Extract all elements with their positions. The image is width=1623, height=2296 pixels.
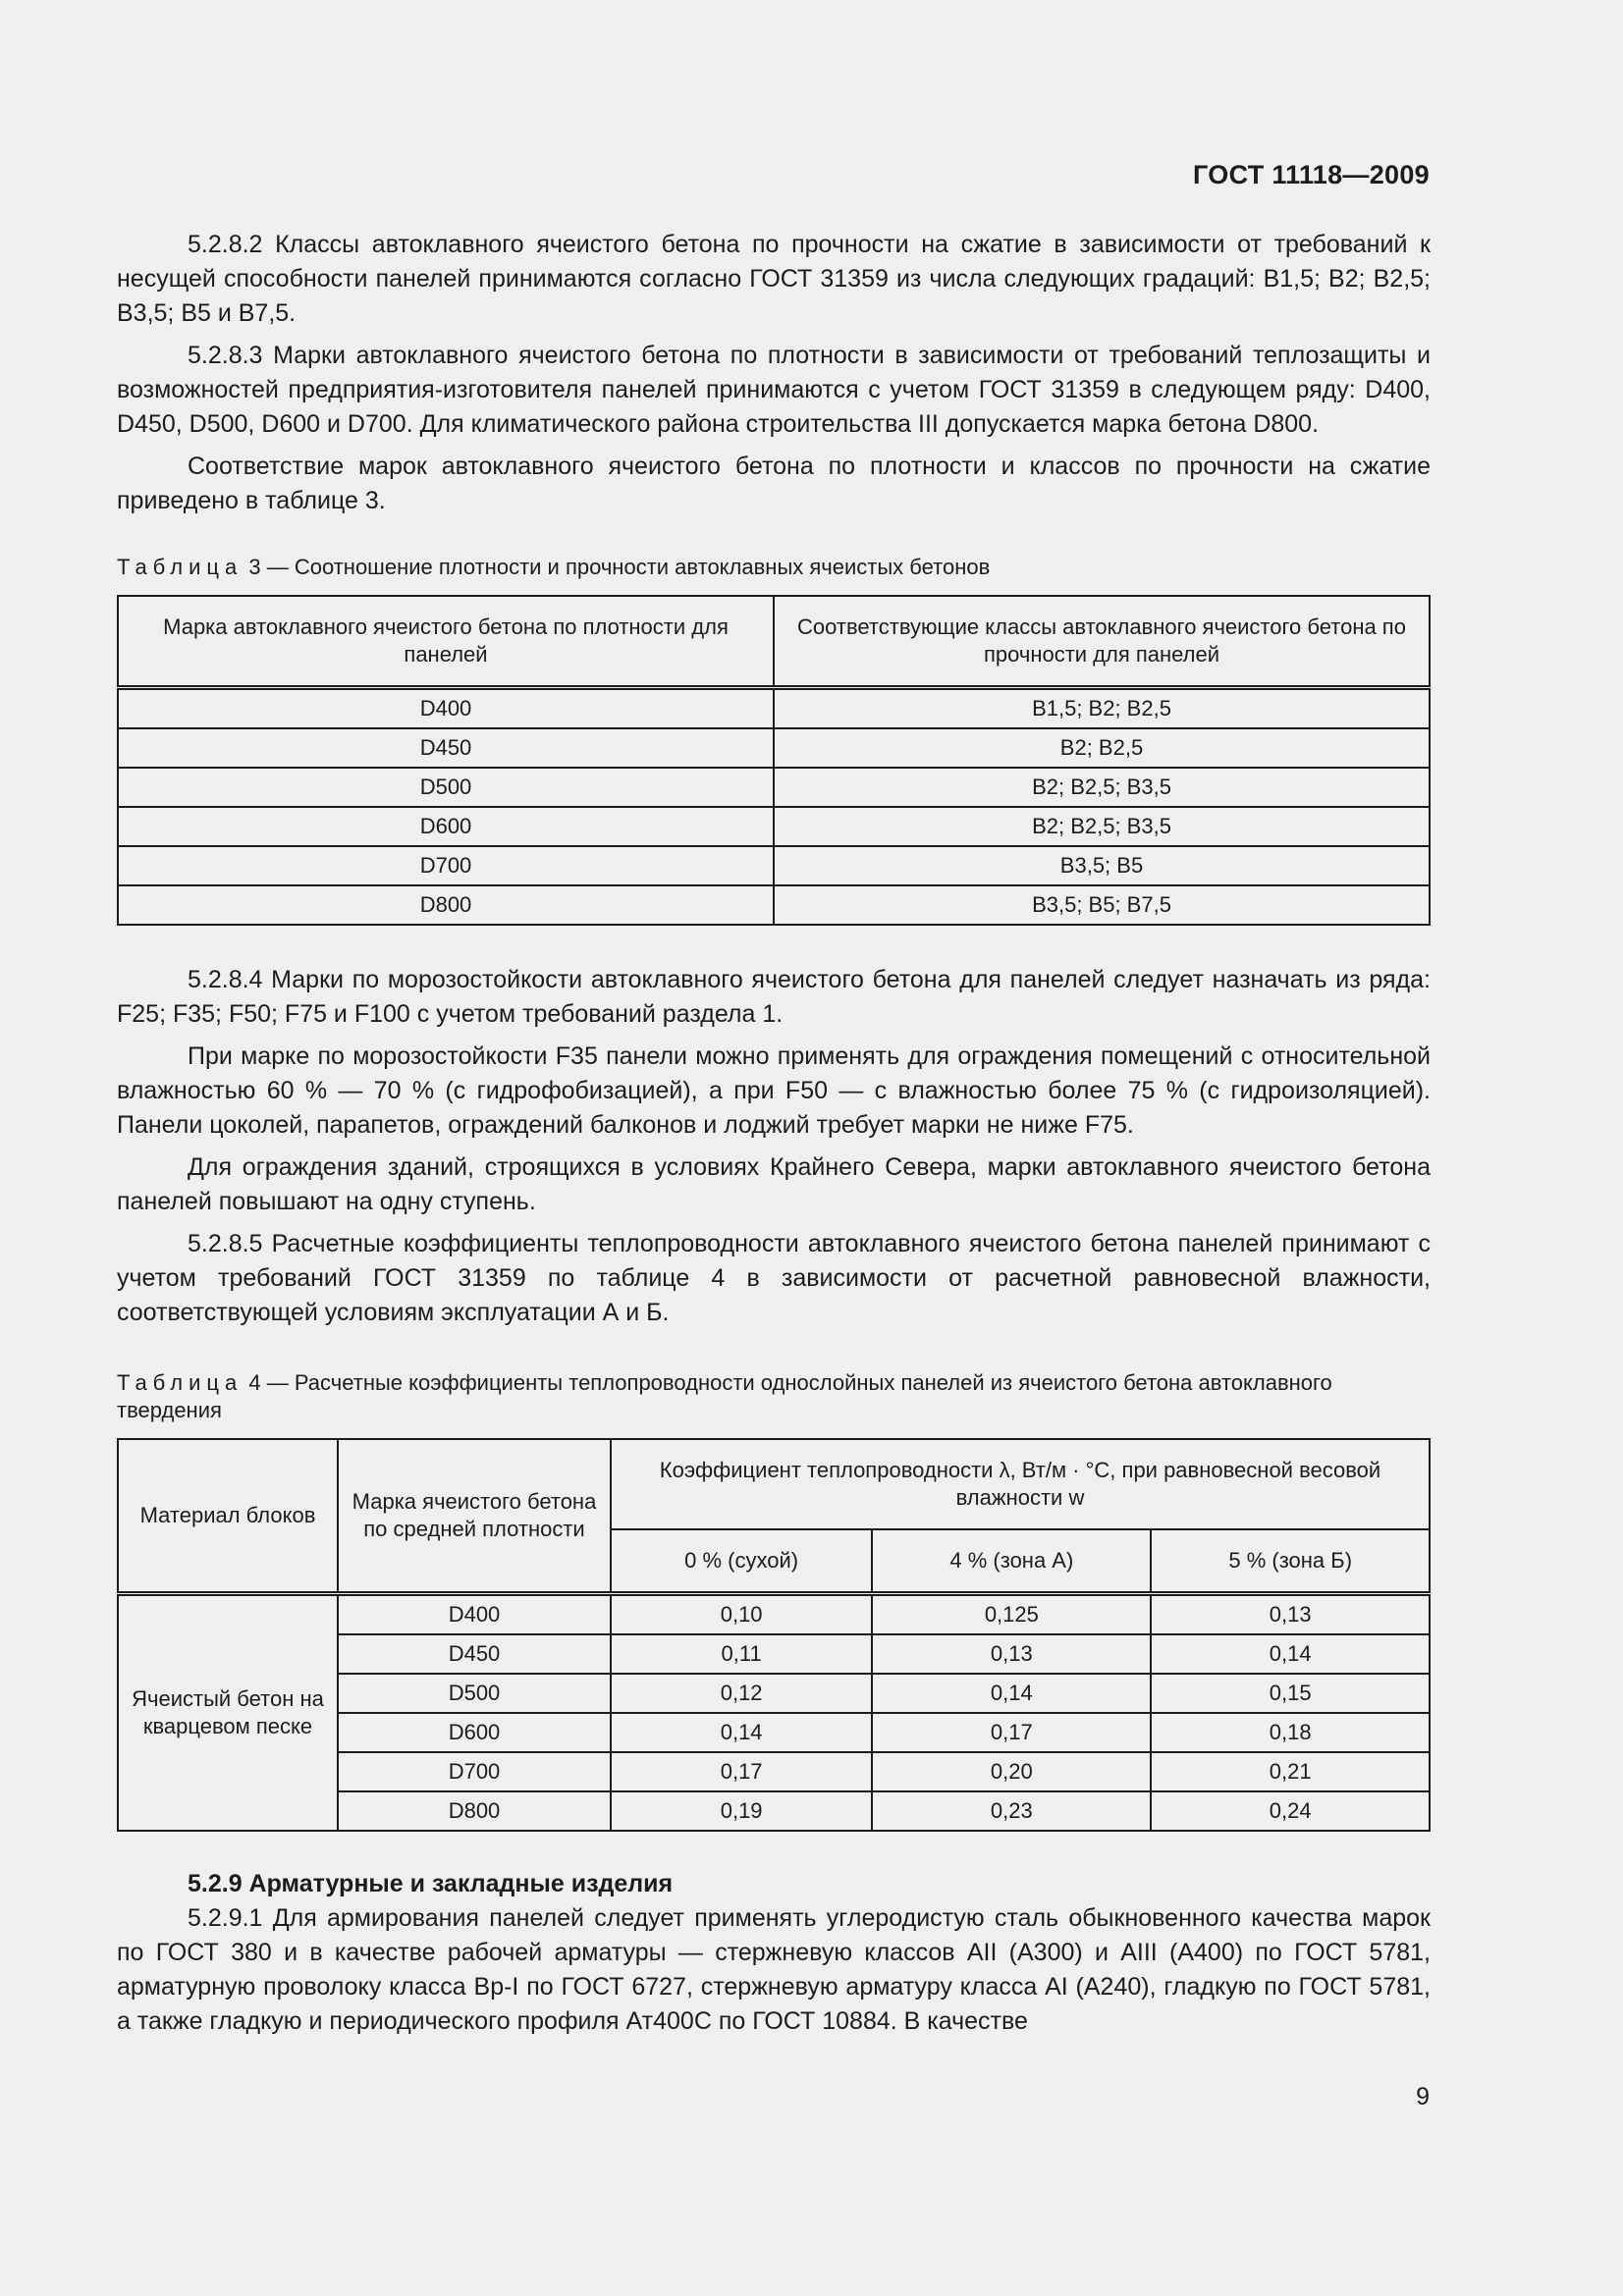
table3-header-strength: Соответствующие классы автоклавного ячеистого бетона по прочности для панелей <box>774 596 1430 688</box>
table-cell: D600 <box>338 1713 611 1752</box>
paragraph-5-2-8-4: 5.2.8.4 Марки по морозостойкости автоклавного ячеистого бетона для панелей следует назначать из ряда: F25; F35; F50; F75 и F100 с учетом требований раздела 1. <box>117 966 1431 1028</box>
table-cell: В2; В2,5; В3,5 <box>774 768 1430 807</box>
table-cell: 0,12 <box>611 1674 872 1713</box>
table-4 <box>117 1438 1431 1832</box>
table-cell: D500 <box>338 1674 611 1713</box>
table4-material-cell: Ячеистый бетон на кварцевом песке <box>118 1594 338 1832</box>
table-cell: 0,20 <box>872 1752 1151 1791</box>
table-cell: D450 <box>118 728 774 768</box>
paragraph-5-2-8-2: 5.2.8.2 Классы автоклавного ячеистого бетона по прочности на сжатие в зависимости от требований к несущей способности панелей принимаются согласно ГОСТ 31359 из числа следующих градаций: В1,5; В2; В2,5; В3,5; В5 и В7,5. <box>117 231 1431 327</box>
table-cell: 0,14 <box>1151 1634 1430 1674</box>
table4-header-coef: Коэффициент теплопроводности λ, Вт/м · °С, при равновесной весовой влажности w <box>611 1439 1430 1529</box>
table4-subheader-zone-a: 4 % (зона А) <box>872 1529 1151 1594</box>
table3-header-density: Марка автоклавного ячеистого бетона по плотности для панелей <box>118 596 774 688</box>
table-row <box>118 885 1430 925</box>
table-row <box>118 688 1430 729</box>
table3-caption <box>117 554 1431 581</box>
paragraph-frost: При марке по морозостойкости F35 панели можно применять для ограждения помещений с относительной влажностью 60 % — 70 % (с гидрофобизацией), а при F50 — с влажностью более 75 % (с гидроизоляцией). Панели цоколей, парапетов, ограждений балконов и лоджий требует марки не ниже F75. <box>117 1042 1431 1139</box>
table-cell: D700 <box>118 846 774 885</box>
table-cell: В3,5; В5 <box>774 846 1430 885</box>
table4-header-material: Материал блоков <box>118 1439 338 1594</box>
table-row <box>118 728 1430 768</box>
table-cell: 0,18 <box>1151 1713 1430 1752</box>
paragraph-5-2-8-3: 5.2.8.3 Марки автоклавного ячеистого бетона по плотности в зависимости от требований теплозащиты и возможностей предприятия-изготовителя панелей принимаются с учетом ГОСТ 31359 в следующем ряду: D400, D450, D500, D600 и D700. Для климатического района строительства III допускается марка бетона D800. <box>117 342 1431 438</box>
table-cell: 0,23 <box>872 1791 1151 1831</box>
table-cell: 0,125 <box>872 1594 1151 1635</box>
section-title-5-2-9: 5.2.9 Арматурные и закладные изделия <box>188 1870 674 1897</box>
table-row <box>118 807 1430 846</box>
table4-caption-text: 4 — Расчетные коэффициенты теплопроводности однослойных панелей из ячеистого бетона автоклавного твердения <box>117 1370 1332 1422</box>
table-cell: 0,11 <box>611 1634 872 1674</box>
table-3 <box>117 595 1431 926</box>
table4-subheader-dry: 0 % (сухой) <box>611 1529 872 1594</box>
document-header: ГОСТ 11118—2009 <box>1193 160 1430 189</box>
paragraph-5-2-9-1: 5.2.9.1 Для армирования панелей следует применять углеродистую сталь обыкновенного качества марок по ГОСТ 380 и в качестве рабочей арматуры — стержневую классов АII (А300) и АIII (А400) по ГОСТ 5781, арматурную проволоку класса Вр-I по ГОСТ 6727, стержневую арматуру класса АI (А240), гладкую по ГОСТ 5781, а также гладкую и периодического профиля Ат400С по ГОСТ 10884. В качестве <box>117 1904 1431 2035</box>
page-number: 9 <box>1416 2083 1430 2110</box>
table-cell: 0,14 <box>872 1674 1151 1713</box>
table4-subheader-zone-b: 5 % (зона Б) <box>1151 1529 1430 1594</box>
table-cell: D800 <box>338 1791 611 1831</box>
table-cell: 0,17 <box>872 1713 1151 1752</box>
table-cell: 0,15 <box>1151 1674 1430 1713</box>
table-cell: В2; В2,5; В3,5 <box>774 807 1430 846</box>
table-cell: 0,14 <box>611 1713 872 1752</box>
table-cell: 0,13 <box>1151 1594 1430 1635</box>
paragraph-north: Для ограждения зданий, строящихся в условиях Крайнего Севера, марки автоклавного ячеистого бетона панелей повышают на одну ступень. <box>117 1153 1431 1215</box>
table4-caption-label: Таблица <box>117 1370 243 1395</box>
table4-caption <box>117 1369 1431 1424</box>
table-cell: 0,17 <box>611 1752 872 1791</box>
table-cell: D600 <box>118 807 774 846</box>
paragraph-correspondence: Соответствие марок автоклавного ячеистого бетона по плотности и классов по прочности на сжатие приведено в таблице 3. <box>117 453 1431 514</box>
table-cell: В2; В2,5 <box>774 728 1430 768</box>
table-cell: 0,10 <box>611 1594 872 1635</box>
table-cell: 0,13 <box>872 1634 1151 1674</box>
table-cell: D400 <box>338 1594 611 1635</box>
table3-caption-text: 3 — Соотношение плотности и прочности автоклавных ячеистых бетонов <box>248 555 991 579</box>
paragraph-5-2-8-5: 5.2.8.5 Расчетные коэффициенты теплопроводности автоклавного ячеистого бетона панелей принимают с учетом требований ГОСТ 31359 по таблице 4 в зависимости от расчетной равновесной влажности, соответствующей условиям эксплуатации А и Б. <box>117 1230 1431 1326</box>
table-cell: 0,21 <box>1151 1752 1430 1791</box>
table-row <box>118 1594 1430 1635</box>
table-cell: 0,24 <box>1151 1791 1430 1831</box>
table-row <box>118 768 1430 807</box>
table-cell: D800 <box>118 885 774 925</box>
table-row <box>118 846 1430 885</box>
table-cell: В3,5; В5; В7,5 <box>774 885 1430 925</box>
table3-caption-label: Таблица <box>117 555 243 579</box>
table-cell: В1,5; В2; В2,5 <box>774 688 1430 729</box>
table-cell: D500 <box>118 768 774 807</box>
table-cell: D450 <box>338 1634 611 1674</box>
table4-header-mark: Марка ячеистого бетона по средней плотности <box>338 1439 611 1594</box>
table-cell: D700 <box>338 1752 611 1791</box>
page-content <box>117 228 1431 2039</box>
table-cell: D400 <box>118 688 774 729</box>
table-cell: 0,19 <box>611 1791 872 1831</box>
